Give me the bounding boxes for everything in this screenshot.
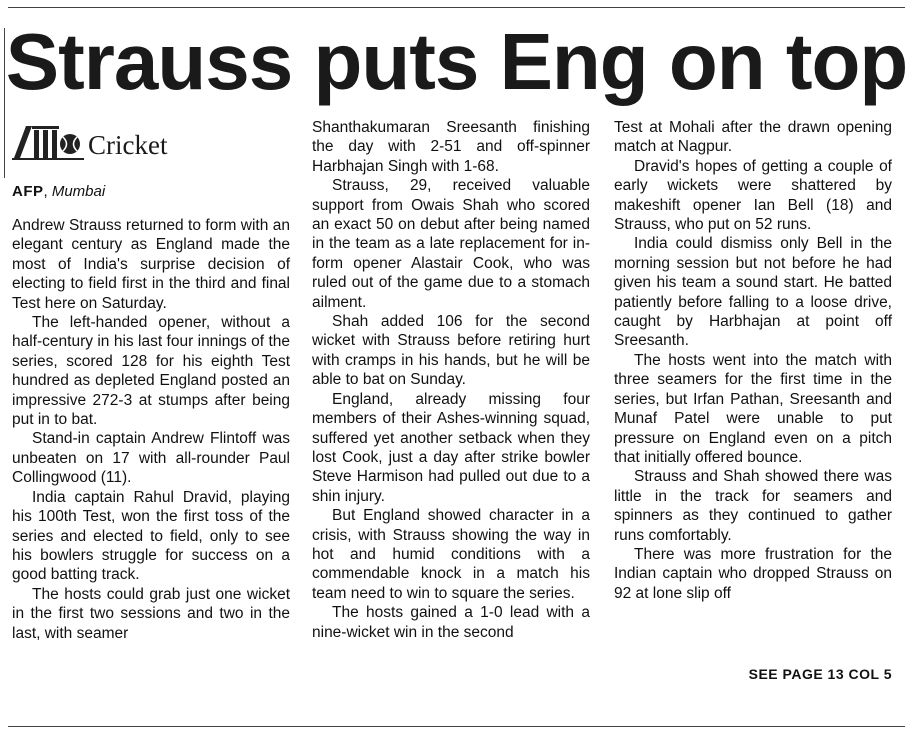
- dateline-agency: AFP: [12, 183, 44, 200]
- paragraph-1: Andrew Strauss returned to form with an elegant century as England made the most of India's surprise decision of electing to field first in the third and final Test here on Saturday.: [12, 217, 290, 312]
- dateline-place: Mumbai: [51, 183, 106, 200]
- paragraph-11: Dravid's hopes of getting a couple of early wickets were shattered by makeshift opener Ian Bell (18) and Strauss, who put on 52 runs.: [614, 157, 892, 234]
- section-header: [12, 118, 290, 160]
- paragraph-10: The hosts gained a 1-0 lead with a nine-wicket win in the second: [312, 604, 590, 641]
- article-column-3: [614, 118, 892, 603]
- headline: Strauss puts Eng on top: [5, 17, 908, 106]
- paragraph-6: Strauss, 29, received valuable support from Owais Shah who scored an exact 50 on debut after being named in the team as a late replacement for in-form opener Alastair Cook, who was ruled out of the game due to a stomach ailment.: [312, 177, 590, 311]
- dateline-separator: ,: [43, 183, 48, 200]
- paragraph-7: Shah added 106 for the second wicket with Strauss before retiring hurt with cramps in his hands, but he will be able to bat on Sunday.: [312, 313, 590, 389]
- paragraph-12: India could dismiss only Bell in the morning session but not before he had given his team a sound start. He batted patiently before falling to a loose drive, caught by Harbhajan at point off Sreesanth.: [614, 235, 892, 350]
- paragraph-8: England, already missing four members of their Ashes-winning squad, suffered yet another setback when they lost Cook, just a day after strike bowler Steve Harmison had pulled out due to a shin injury.: [312, 390, 590, 505]
- paragraph-3: Stand-in captain Andrew Flintoff was unbeaten on 17 with all-rounder Paul Collingwood (11).: [12, 430, 290, 487]
- article-column-1: [12, 118, 290, 643]
- cricket-stumps-icon: [12, 120, 84, 160]
- paragraph-9: But England showed character in a crisis, with Strauss showing the way in hot and humid conditions with a commendable knock in a match his team need to win to square the series.: [312, 507, 590, 602]
- paragraph-2: The left-handed opener, without a half-century in his last four innings of the series, scored 128 for his eighth Test hundred as depleted England posted an impressive 272-3 at stumps after being put in to bat.: [12, 314, 290, 429]
- paragraph-14: Strauss and Shah showed there was little in the track for seamers and spinners as they continued to gather runs comfortably.: [614, 468, 892, 544]
- dateline: [12, 182, 290, 202]
- jump-line: SEE PAGE 13 COL 5: [748, 666, 892, 682]
- paragraph-4: India captain Rahul Dravid, playing his 100th Test, won the first toss of the series and elected to field, only to see his bowlers struggle for success on a good batting track.: [12, 488, 290, 584]
- top-rule: [8, 7, 905, 8]
- paragraph-13: The hosts went into the match with three seamers for the first time in the series, but Irfan Pathan, Sreesanth and Munaf Patel were unable to put pressure on England even on a pitch that initially offered bounce.: [614, 351, 892, 466]
- paragraph-5-continued: Shanthakumaran Sreesanth finishing the day with 2-51 and off-spinner Harbhajan Singh with 1-68.: [312, 119, 590, 175]
- paragraph-5: The hosts could grab just one wicket in the first two sessions and two in the last, with seamer: [12, 585, 290, 642]
- article-column-2: [312, 118, 590, 642]
- paragraph-15: There was more frustration for the Indian captain who dropped Strauss on 92 at lone slip off: [614, 545, 892, 602]
- section-label: Cricket: [88, 130, 168, 160]
- bottom-rule: [8, 726, 905, 727]
- paragraph-10-continued: Test at Mohali after the drawn opening match at Nagpur.: [614, 119, 892, 156]
